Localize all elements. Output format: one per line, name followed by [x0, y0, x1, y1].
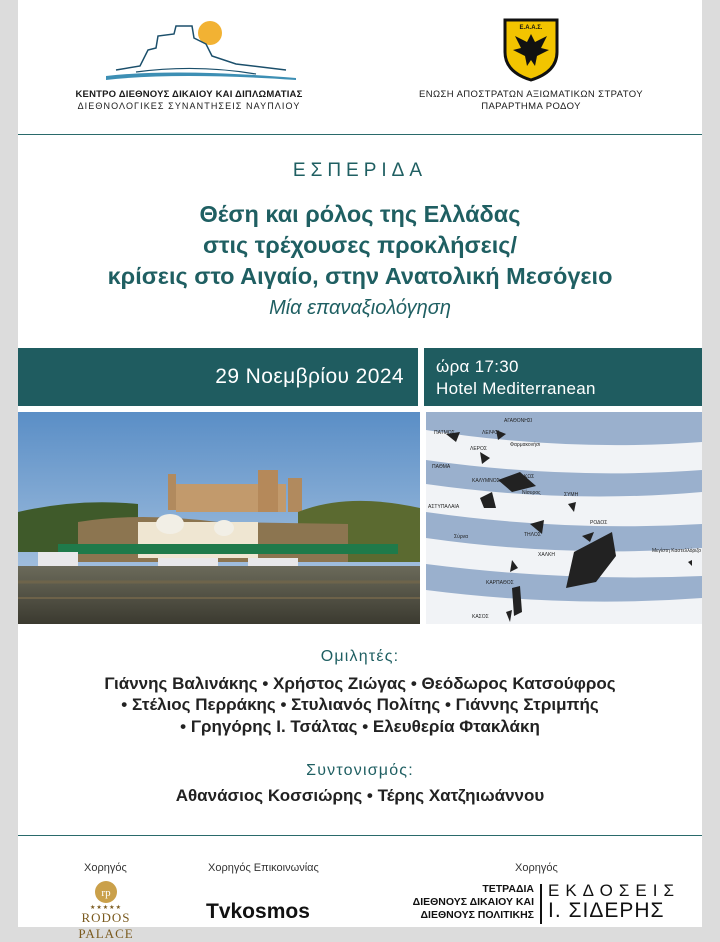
- header-left-org: [18, 0, 360, 135]
- speakers-line-1: Γιάννης Βαλινάκης • Χρήστος Ζιώγας • Θεόδωρος Κατσούφρος: [104, 674, 616, 693]
- event-title-line-2: στις τρέχουσες προκλήσεις/: [202, 232, 518, 258]
- right-org-title: ΕΝΩΣΗ ΑΠΟΣΤΡΑΤΩΝ ΑΞΙΩΜΑΤΙΚΩΝ ΣΤΡΑΤΟΥ: [419, 89, 643, 100]
- speakers-line-3: • Γρηγόρης Ι. Τσάλτας • Ελευθερία Φτακλάκη: [180, 717, 540, 736]
- journal-line-3: ΔΙΕΘΝΟΥΣ ΠΟΛΙΤΙΚΗΣ: [420, 909, 534, 921]
- coordination-label: Συντονισμός:: [306, 762, 414, 779]
- date-band: [18, 348, 418, 406]
- journal-line-2: ΔΙΕΘΝΟΥΣ ΔΙΚΑΙΟΥ ΚΑΙ: [412, 896, 534, 908]
- hotel-name: RODOS PALACE: [78, 910, 134, 941]
- header-divider: [18, 134, 702, 135]
- nafplio-fortress-logo: [96, 14, 306, 82]
- event-date: 29 Νοεμβρίου 2024: [215, 365, 404, 388]
- map-label-astypalaia: ΑΣΤΥΠΑΛΑΙΑ: [428, 504, 460, 510]
- event-title-line-1: Θέση και ρόλος της Ελλάδας: [199, 201, 521, 227]
- hotel-mark: rp: [101, 887, 111, 899]
- map-label-tilos: ΤΗΛΟΣ: [524, 532, 541, 538]
- map-label-patmos: ΠΑΤΜΟΣ: [434, 430, 455, 436]
- time-venue-band: [424, 348, 702, 406]
- map-label-chalki: ΧΑΛΚΗ: [538, 552, 555, 558]
- event-time: ώρα 17:30: [436, 357, 519, 376]
- publisher-line-1: ΕΚΔΟΣΕΙΣ: [548, 881, 680, 900]
- rodos-palace-emblem-icon: [94, 880, 118, 904]
- map-label-farmakonisi: Φαρμακονήσι: [510, 442, 541, 448]
- map-label-leipsoi: ΛΕΙΨΟΙ: [482, 430, 500, 436]
- map-label-rodos: ΡΟΔΟΣ: [590, 520, 608, 526]
- dodecanese-map-flag: [426, 412, 702, 624]
- event-title-line-3: κρίσεις στο Αιγαίο, στην Ανατολική Μεσόγειο: [107, 263, 613, 289]
- event-venue: Hotel Mediterranean: [436, 379, 596, 398]
- journal-line-1: ΤΕΤΡΑΔΙΑ: [482, 883, 534, 895]
- map-label-kalymnos: ΚΑΛΥΜΝΟΣ: [472, 478, 500, 484]
- hotel-stars: ★★★★★: [90, 905, 122, 911]
- left-org-subtitle: ΔΙΕΘΝΟΛΟΓΙΚΕΣ ΣΥΝΑΝΤΗΣΕΙΣ ΝΑΥΠΛΙΟΥ: [77, 101, 301, 111]
- map-label-nisyros: Νίσυρος: [522, 490, 541, 496]
- map-label-megisti: Μεγίστη Καστελλόριζο: [652, 548, 702, 554]
- sponsor-label-right: Χορηγός: [515, 862, 558, 874]
- journal-logo: [386, 883, 534, 922]
- map-label-kos: ΚΩΣ: [524, 474, 535, 480]
- left-org-title: ΚΕΝΤΡΟ ΔΙΕΘΝΟΥΣ ΔΙΚΑΙΟΥ ΚΑΙ ΔΙΠΛΩΜΑΤΙΑΣ: [75, 89, 303, 100]
- footer-divider: [18, 835, 702, 836]
- header-right-org: [360, 0, 702, 135]
- publisher-line-2: Ι. ΣΙΔΕΡΗΣ: [548, 899, 665, 922]
- map-label-syrna: Σύρνα: [454, 534, 469, 540]
- coordination-names: Αθανάσιος Κοσσιώρης • Τέρης Χατζηιωάννου: [175, 786, 545, 805]
- event-subtitle: Μία επαναξιολόγηση: [269, 297, 451, 319]
- media-sponsor-label: Χορηγός Επικοινωνίας: [208, 862, 319, 874]
- map-label-symi: ΣΥΜΗ: [564, 492, 579, 498]
- publisher-divider: [540, 884, 542, 924]
- map-label-kasos: ΚΑΣΟΣ: [472, 614, 489, 620]
- speakers-label: Ομιλητές:: [320, 648, 400, 665]
- map-label-agathonisi: ΑΓΑΘΟΝΗΣΙ: [504, 418, 533, 424]
- sponsor-label-left: Χορηγός: [84, 862, 127, 874]
- right-org-subtitle: ΠΑΡΑΡΤΗΜΑ ΡΟΔΟΥ: [481, 101, 581, 112]
- rhodes-harbour-photo: [18, 412, 420, 624]
- speakers-line-2: • Στέλιος Περράκης • Στυλιανός Πολίτης • Γιάννης Στριμπής: [121, 695, 599, 714]
- tvkosmos-logo: Tvkosmos: [206, 900, 310, 923]
- map-label-pathma: ΠΑΘΜΑ: [432, 464, 451, 470]
- map-label-karpathos: ΚΑΡΠΑΘΟΣ: [486, 580, 514, 586]
- map-label-leros: ΛΕΡΟΣ: [470, 446, 487, 452]
- event-kicker: ΕΣΠΕΡΙΔΑ: [292, 160, 428, 181]
- emblem-text: Ε.Α.Α.Σ.: [519, 25, 543, 31]
- eaas-emblem-icon: [501, 16, 561, 82]
- event-poster: [18, 0, 702, 941]
